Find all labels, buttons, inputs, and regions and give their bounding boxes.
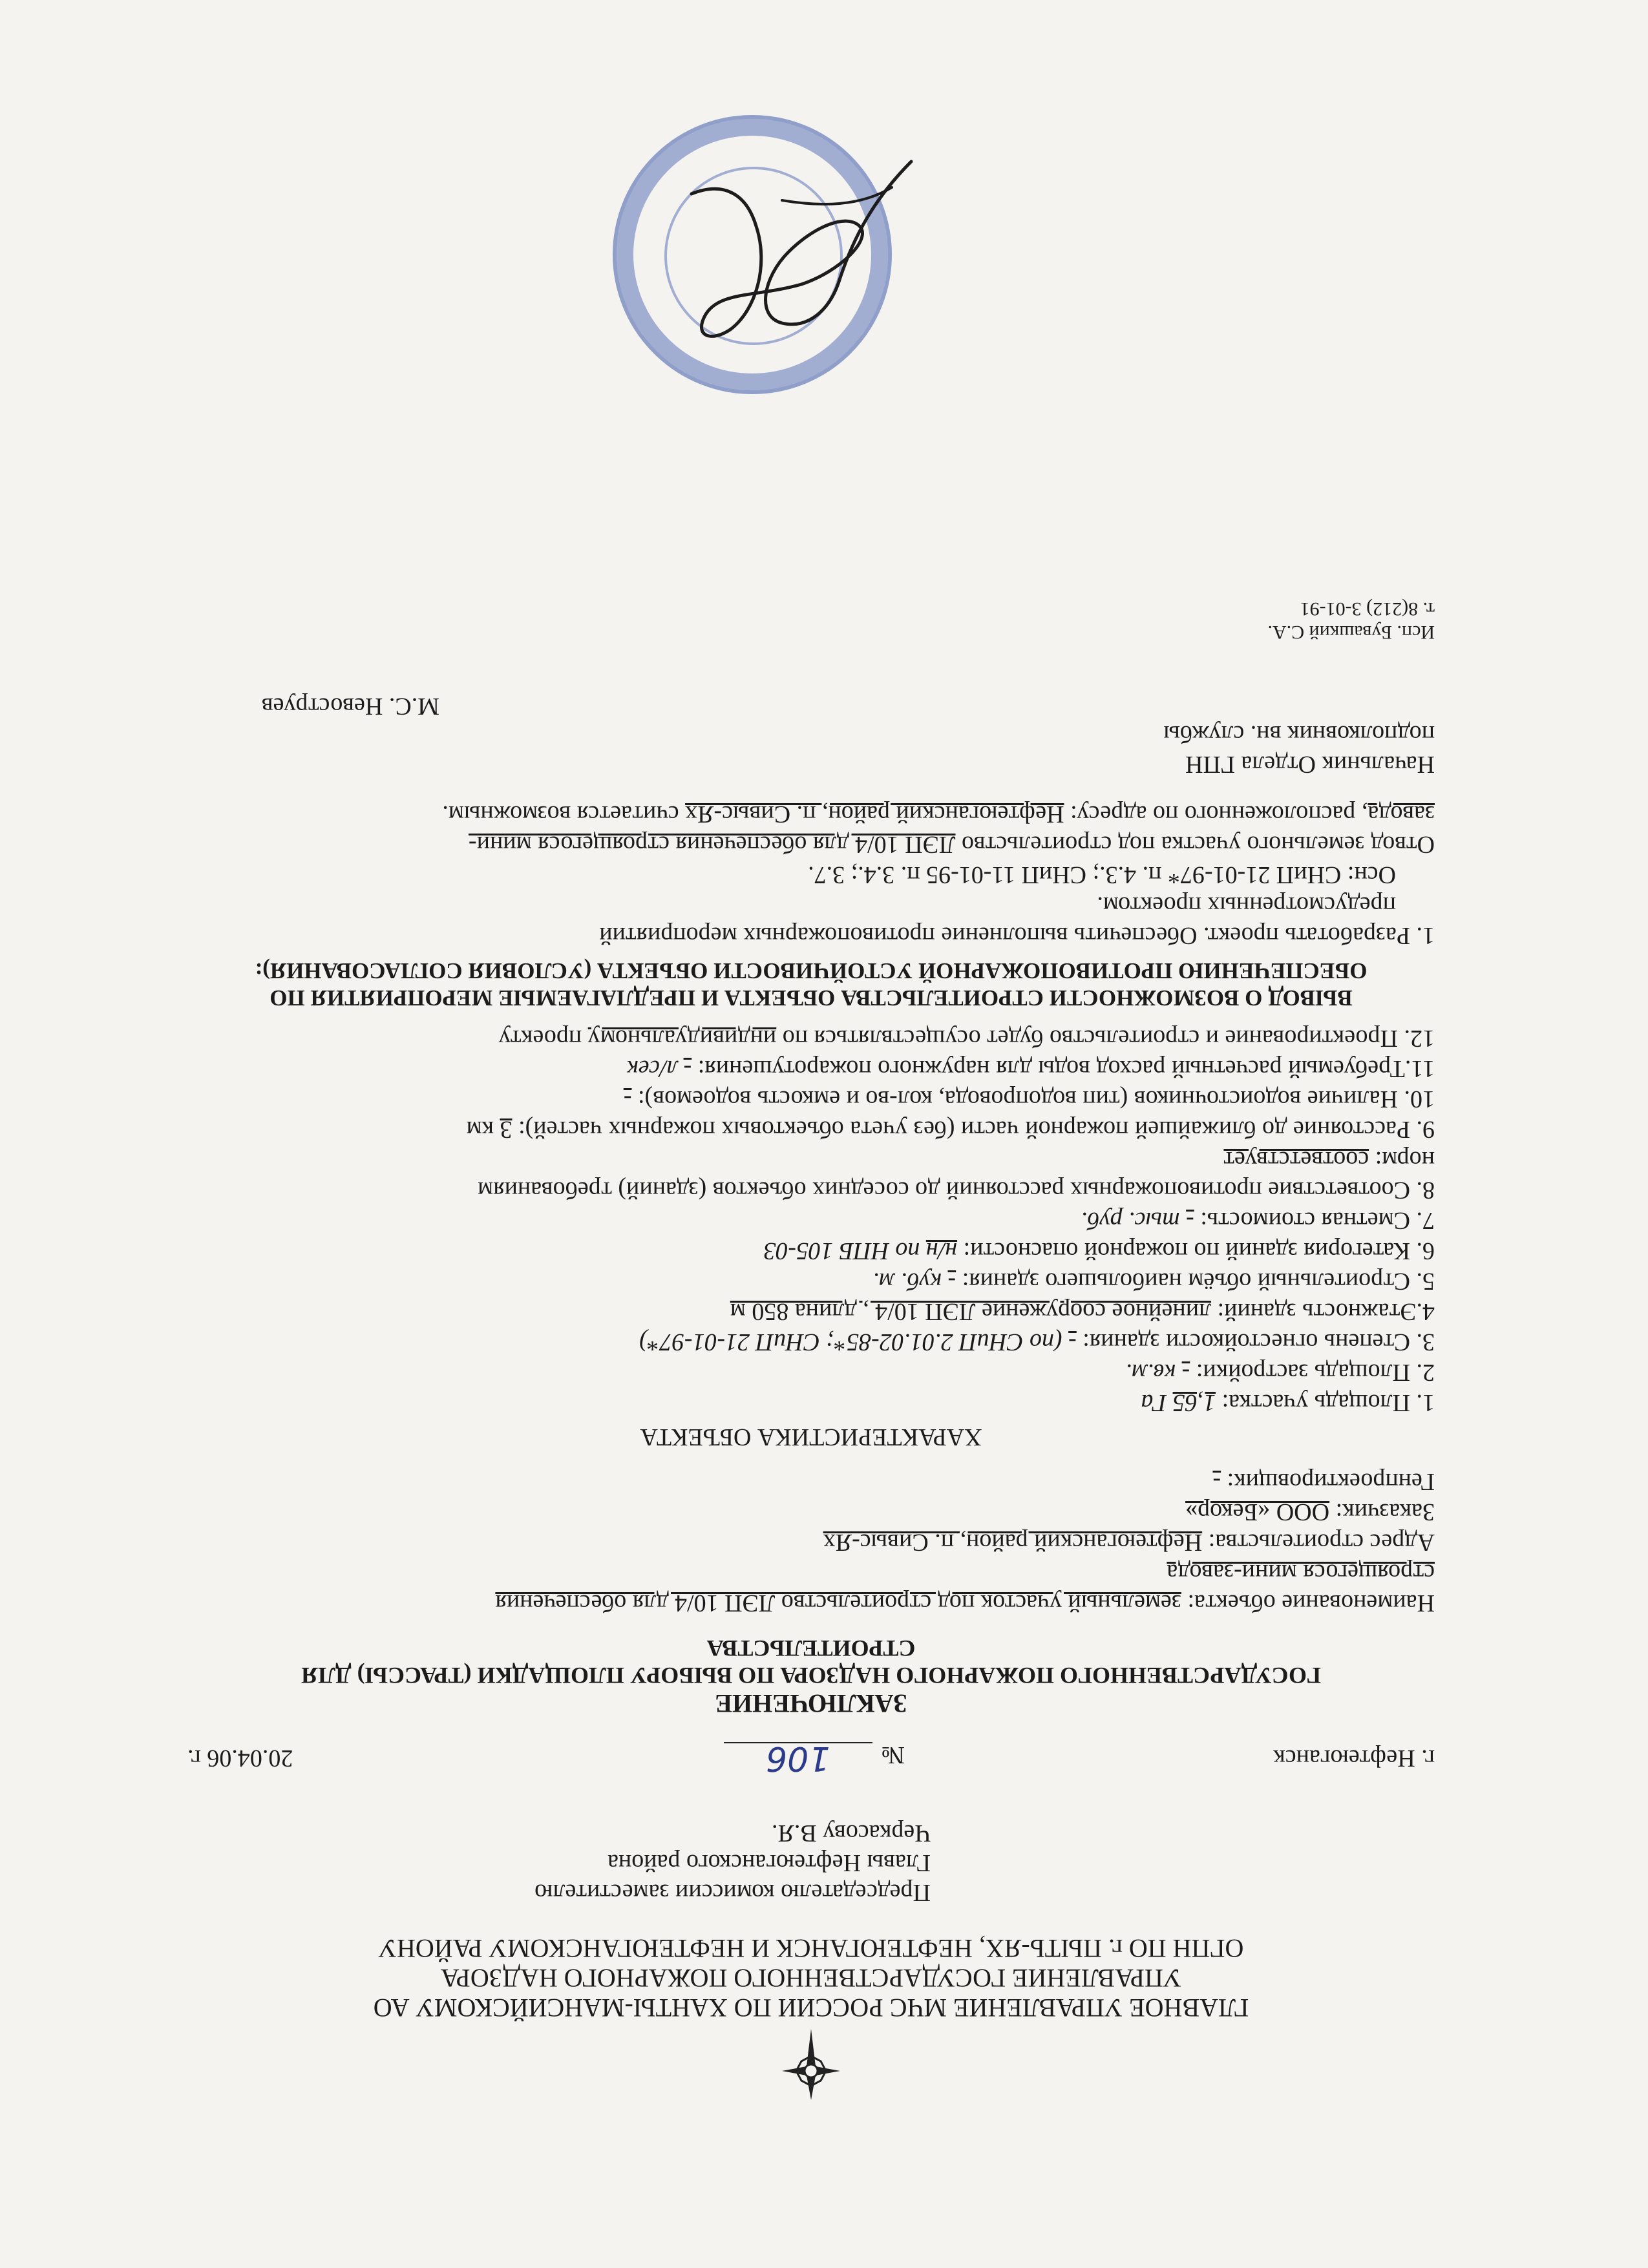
characteristic-item-12 bbox=[187, 1023, 1435, 1053]
p2-text-2: , расположенного по адресу: bbox=[1064, 801, 1368, 828]
item-unit: куб. м. bbox=[872, 1268, 948, 1295]
number-value: 106 bbox=[724, 1742, 872, 1773]
item-value: линейное сооружение ЛЭП 10/4 , длина 850 м bbox=[730, 1298, 1212, 1325]
document-content bbox=[187, 597, 1435, 2100]
object-name-line-2 bbox=[187, 1557, 1435, 1588]
p2-value: ЛЭП 10/4 для обеспечения строящегося мини- bbox=[468, 831, 956, 858]
p2-value-3: Нефтеюганский район, п. Сивыс-Ях bbox=[685, 801, 1064, 828]
item-value: - bbox=[623, 1086, 632, 1113]
conclusion-p2-cont bbox=[187, 799, 1435, 829]
p2-text: Отвод земельного участка под строительство bbox=[955, 831, 1435, 858]
object-name-line bbox=[187, 1588, 1435, 1618]
item-value: - bbox=[683, 1055, 692, 1082]
conclusion-heading bbox=[187, 957, 1435, 1011]
signature-block bbox=[187, 682, 1435, 779]
addressee-line-1: Председателю комиссии заместителю bbox=[534, 1879, 931, 1906]
item-unit: проекту bbox=[498, 1025, 588, 1052]
item-value: соответствует bbox=[1223, 1146, 1369, 1173]
object-designer-value: - bbox=[1212, 1468, 1221, 1495]
item-text: 11.Требуемый расчетный расход воды для наружного пожаротушения: bbox=[692, 1055, 1435, 1082]
item-text: 7. Сметная стоимость: bbox=[1194, 1207, 1435, 1234]
subtitle-line-1: ГОСУДАРСТВЕННОГО ПОЖАРНОГО НАДЗОРА ПО ВЫБОРУ ПЛОЩАДКИ (ТРАССЫ) ДЛЯ bbox=[301, 1663, 1321, 1688]
item-text: 6. Категория зданий по пожарной опасности: bbox=[957, 1237, 1435, 1265]
executor-block bbox=[187, 597, 1435, 644]
item-text: 9. Расстояние до ближайшей пожарной части (без учета объектовых пожарных частей): bbox=[512, 1116, 1435, 1143]
object-name-value-2: строящегося мини-завода bbox=[1167, 1559, 1435, 1586]
conclusion-p1-cont: предусмотренных проектом. bbox=[1097, 892, 1396, 919]
item-text: 5. Строительный объём наибольшего здания: bbox=[956, 1268, 1435, 1295]
item-value: индивидуальному bbox=[587, 1025, 777, 1052]
item-value: 3 bbox=[500, 1116, 512, 1143]
conclusion-heading-1: ВЫВОД О ВОЗМОЖНОСТИ СТРОИТЕЛЬСТВА ОБЪЕКТА И ПРЕДЛАГАЕМЫЕ МЕРОПРИЯТИЯ ПО bbox=[269, 985, 1353, 1011]
handwritten-signature-icon bbox=[666, 142, 950, 355]
addressee-block bbox=[187, 1818, 931, 1907]
item-text: 2. Площадь застройки: bbox=[1190, 1359, 1435, 1386]
item-value: - bbox=[1068, 1328, 1077, 1356]
object-address-value: Нефтеюганский район, п. Сивыс-Ях bbox=[823, 1529, 1203, 1556]
item-value: 1,65 bbox=[1172, 1389, 1216, 1416]
p2-text-3: считается возможным. bbox=[442, 801, 686, 828]
characteristics-heading: ХАРАКТЕРИСТИКА ОБЪЕКТА bbox=[640, 1423, 982, 1451]
characteristics-list bbox=[187, 1023, 1435, 1418]
item-text: 3. Степень огнестойкости здания: bbox=[1076, 1328, 1435, 1356]
meta-city: г. Нефтеюганск bbox=[1273, 1745, 1435, 1772]
item-text: норм: bbox=[1369, 1146, 1435, 1173]
characteristic-item-3 bbox=[187, 1327, 1435, 1357]
characteristic-item-6 bbox=[187, 1235, 1435, 1266]
item-text: 12. Проектирование и строительство будет осуществляться по bbox=[776, 1025, 1435, 1052]
item-value: - bbox=[947, 1268, 956, 1295]
object-info bbox=[187, 1466, 1435, 1618]
conclusion-body bbox=[187, 799, 1435, 950]
object-name-label: Наименование объекта: bbox=[1181, 1590, 1435, 1617]
item-unit: (по СНиП 2.01.02-85*; СНиП 21-01-97*) bbox=[639, 1328, 1069, 1356]
characteristic-item-11 bbox=[187, 1053, 1435, 1084]
item-unit: л/сек bbox=[626, 1055, 684, 1082]
item-text: 8. Соответствие противопожарных расстояний до соседних объектов (зданий) требованиям bbox=[478, 1177, 1435, 1204]
conclusion-p1: 1. Разработать проект. Обеспечить выполнение противопожарных мероприятий bbox=[599, 922, 1435, 949]
signatory-position bbox=[1163, 719, 1435, 779]
executor-phone: т. 8(212) 3-01-91 bbox=[1300, 598, 1435, 620]
addressee-line-3: Черкасову В.Я. bbox=[771, 1820, 931, 1847]
position-line-2: подполковник вн. службы bbox=[1163, 720, 1435, 748]
characteristic-item-10 bbox=[187, 1084, 1435, 1114]
characteristic-item-8-cont bbox=[187, 1144, 1435, 1175]
document-header bbox=[187, 1933, 1435, 2022]
item-value: - bbox=[1181, 1359, 1190, 1386]
mchs-emblem-icon bbox=[782, 2029, 840, 2100]
addressee-line-2: Главы Нефтеюганского района bbox=[607, 1849, 931, 1876]
header-line-3: ОГПН ПО г. ПЫТЬ-ЯХ, НЕФТЕЮГАНСК И НЕФТЕЮГАНСКОМУ РАЙОНУ bbox=[378, 1934, 1244, 1963]
object-designer-line bbox=[187, 1466, 1435, 1496]
object-designer-label: Генпроектировщик: bbox=[1221, 1468, 1435, 1495]
item-text: 4.Этажность зданий: bbox=[1211, 1298, 1435, 1325]
characteristic-item-2 bbox=[187, 1357, 1435, 1387]
object-address-line bbox=[187, 1527, 1435, 1557]
item-unit: Га bbox=[1141, 1389, 1173, 1416]
conclusion-p2 bbox=[187, 829, 1435, 859]
characteristic-item-8 bbox=[187, 1175, 1435, 1205]
item-unit: тыс. руб. bbox=[1081, 1207, 1187, 1234]
item-text: 10. Наличие водоисточников (тип водопровода, кол-во и емкость водоемов): bbox=[631, 1086, 1435, 1113]
characteristic-item-5 bbox=[187, 1266, 1435, 1296]
document-subtitle bbox=[187, 1635, 1435, 1689]
characteristic-item-9 bbox=[187, 1114, 1435, 1144]
characteristic-item-7 bbox=[187, 1205, 1435, 1235]
executor-name: Исп. Бувашкий С.А. bbox=[1267, 622, 1435, 643]
meta-row bbox=[187, 1737, 1435, 1778]
meta-number bbox=[724, 1739, 905, 1778]
document-title: ЗАКЛЮЧЕНИЕ bbox=[715, 1689, 907, 1718]
object-customer-line bbox=[187, 1496, 1435, 1527]
object-name-value: земельный участок под строительство ЛЭП 10/4 для обеспечения bbox=[495, 1590, 1181, 1617]
signatory-name: М.С. Невоструев bbox=[261, 693, 439, 720]
item-unit: кв.м. bbox=[1125, 1359, 1182, 1386]
characteristic-item-1 bbox=[187, 1387, 1435, 1418]
item-value: н/н bbox=[925, 1237, 958, 1265]
meta-date: 20.04.06 г. bbox=[187, 1745, 293, 1772]
number-label: № bbox=[881, 1741, 905, 1769]
item-unit: км bbox=[466, 1116, 500, 1143]
header-line-1: ГЛАВНОЕ УПРАВЛЕНИЕ МЧС РОССИИ ПО ХАНТЫ-МАНСИЙСКОМУ АО bbox=[373, 1993, 1249, 2022]
object-address-label: Адрес строительства: bbox=[1202, 1529, 1435, 1556]
object-customer-value: ООО «Бекор» bbox=[1185, 1498, 1330, 1526]
object-customer-label: Заказчик: bbox=[1329, 1498, 1435, 1526]
characteristic-item-4 bbox=[187, 1296, 1435, 1327]
item-value: - bbox=[1186, 1207, 1194, 1234]
conclusion-heading-2: ОБЕСПЕЧЕНИЮ ПРОТИВОПОЖАРНОЙ УСТОЙЧИВОСТИ ОБЪЕКТА (УСЛОВИЯ СОГЛАСОВАНИЯ): bbox=[255, 958, 1368, 983]
p2-value-2: завода bbox=[1368, 801, 1435, 828]
conclusion-basis: Осн: СНиП 21-01-97* п. 4.3.; СНиП 11-01-95 п. 3.4.; 3.7. bbox=[808, 861, 1396, 888]
position-line-1: Начальник Отдела ГПН bbox=[1185, 751, 1435, 778]
item-unit: по НПБ 105-03 bbox=[763, 1237, 926, 1265]
item-text: 1. Площадь участка: bbox=[1216, 1389, 1435, 1416]
subtitle-line-2: СТРОИТЕЛЬСТВА bbox=[706, 1635, 916, 1661]
header-line-2: УПРАВЛЕНИЕ ГОСУДАРСТВЕННОГО ПОЖАРНОГО НАДЗОРА bbox=[440, 1964, 1182, 1993]
